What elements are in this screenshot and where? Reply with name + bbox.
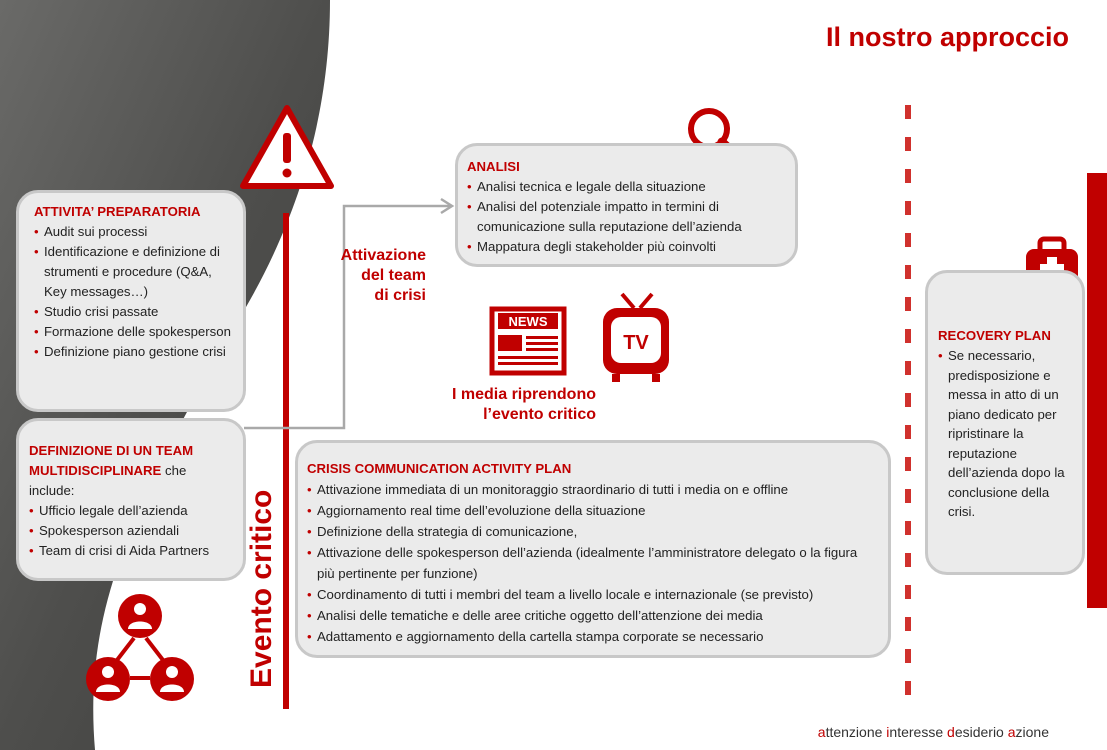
warning-icon — [238, 103, 336, 191]
news-label: NEWS — [508, 314, 548, 329]
list-item: • Adattamento e aggiornamento della cartella stampa corporate se necessario — [307, 626, 874, 647]
list-item: • Attivazione delle spokesperson dell’azienda (idealmente l’amministratore delegato o la figura più pertinente per funzione) — [307, 542, 874, 584]
preparatoria-list — [34, 222, 231, 362]
list-item: • Definizione piano gestione crisi — [34, 342, 231, 362]
tagline-initial: a — [817, 724, 826, 740]
list-item: • Mappatura degli stakeholder più coinvolti — [467, 237, 785, 257]
evento-critico-label: Evento critico — [245, 489, 278, 688]
tv-icon — [600, 290, 672, 386]
attivazione-line: di crisi — [374, 287, 426, 304]
list-item: • Aggiornamento real time dell’evoluzione della situazione — [307, 500, 874, 521]
media-caption — [396, 385, 596, 425]
team-heading-title: DEFINIZIONE DI UN TEAM MULTIDISCIPLINARE — [29, 443, 194, 478]
crisis-plan-box — [295, 440, 891, 658]
analisi-box — [455, 143, 798, 267]
team-heading-suffix: che include: — [29, 463, 187, 498]
tagline-initial: d — [947, 724, 955, 740]
list-item: • Analisi tecnica e legale della situazione — [467, 177, 785, 197]
preparatoria-box — [16, 190, 246, 412]
tagline-word: zione — [1015, 724, 1049, 740]
list-item: • Analisi delle tematiche e delle aree critiche oggetto dell’attenzione dei media — [307, 605, 874, 626]
recovery-list — [938, 346, 1074, 522]
tagline-word: ttenzione — [825, 724, 887, 740]
list-item: • Identificazione e definizione di strumenti e procedure (Q&A, Key messages…) — [34, 242, 231, 302]
tagline-word: nteresse — [889, 724, 948, 740]
list-item: • Se necessario, predisposizione e messa in atto di un piano dedicato per ripristinare la reputazione dell’azienda dopo la conclusione della crisi. — [938, 346, 1074, 522]
team-box — [16, 418, 246, 581]
tv-label: TV — [623, 332, 649, 354]
newspaper-icon — [488, 305, 568, 377]
team-list — [29, 501, 233, 561]
team-heading — [29, 441, 233, 501]
list-item: • Ufficio legale dell’azienda — [29, 501, 233, 521]
recovery-box — [925, 270, 1085, 575]
attivazione-line: Attivazione — [340, 247, 426, 264]
list-item: • Definizione della strategia di comunicazione, — [307, 521, 874, 542]
crisis-plan-list — [307, 479, 874, 647]
page-title: Il nostro approccio — [825, 22, 1069, 52]
list-item: • Audit sui processi — [34, 222, 231, 242]
attivazione-line: del team — [361, 267, 426, 284]
analisi-list — [467, 177, 785, 257]
list-item: • Formazione delle spokesperson — [34, 322, 231, 342]
list-item: • Spokesperson aziendali — [29, 521, 233, 541]
crisis-plan-heading: CRISIS COMMUNICATION ACTIVITY PLAN — [307, 461, 572, 476]
list-item: • Studio crisi passate — [34, 302, 231, 322]
team-network-icon — [84, 592, 196, 704]
media-caption-line: I media riprendono — [451, 386, 596, 403]
tagline-word: esiderio — [954, 724, 1008, 740]
list-item: • Analisi del potenziale impatto in termini di comunicazione sulla reputazione dell’azienda — [467, 197, 785, 237]
footer-tagline — [818, 724, 1049, 740]
list-item: • Attivazione immediata di un monitoraggio straordinario di tutti i media on e offline — [307, 479, 874, 500]
list-item: • Coordinamento di tutti i membri del team a livello locale e internazionale (se previsto) — [307, 584, 874, 605]
preparatoria-heading: ATTIVITA’ PREPARATORIA — [34, 204, 201, 219]
list-item: • Team di crisi di Aida Partners — [29, 541, 233, 561]
recovery-heading: RECOVERY PLAN — [938, 328, 1051, 343]
analisi-heading: ANALISI — [467, 159, 520, 174]
tagline-initial: a — [1007, 724, 1016, 740]
media-caption-line: l’evento critico — [483, 406, 596, 423]
attivazione-label — [298, 246, 426, 306]
tagline-initial: i — [886, 724, 890, 740]
